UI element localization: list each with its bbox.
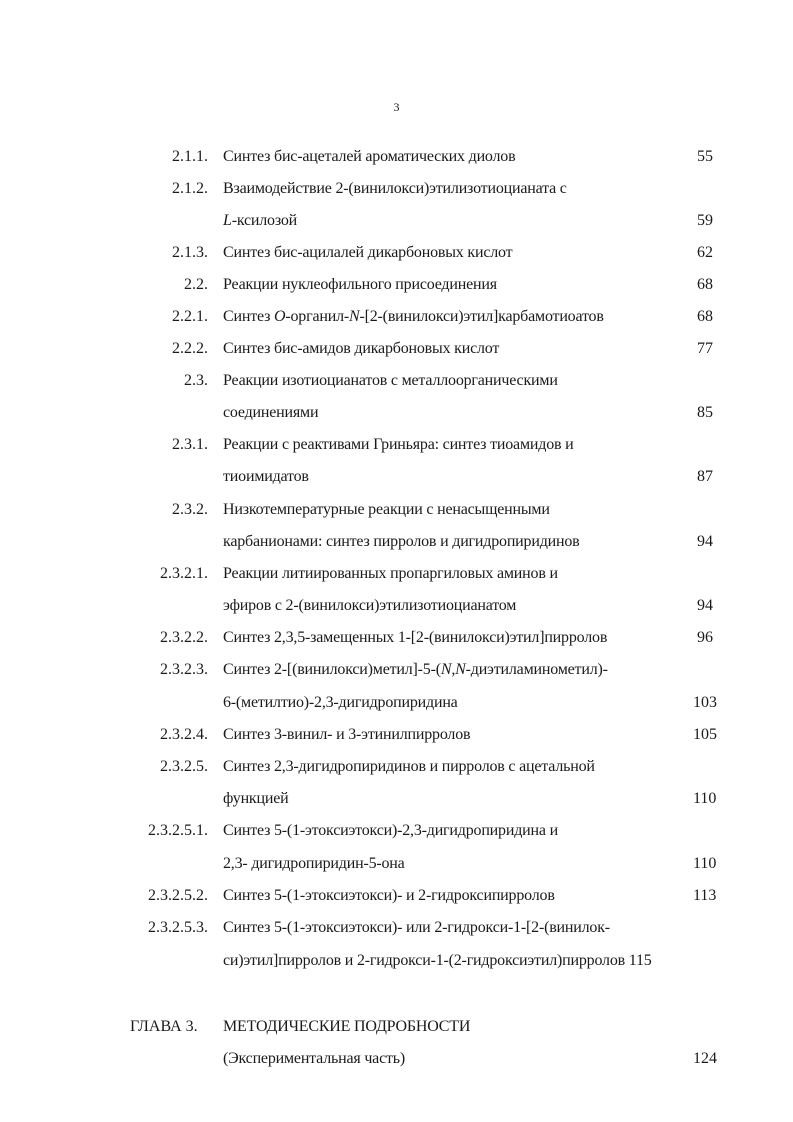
italic-symbol: L <box>223 212 232 229</box>
section-number: 2.3.2.4. <box>160 726 208 743</box>
title-text: Синтез бис-ацеталей ароматических диолов <box>223 148 516 165</box>
title-text: Синтез 5-(1-этоксиэтокси)- или 2-гидрокси-1-[2-(винилок- <box>223 919 610 936</box>
title-text: Синтез 2-[(винилокси)метил]-5-( <box>223 661 441 678</box>
section-title <box>223 756 595 778</box>
section-title <box>223 788 289 810</box>
title-text: Реакции изотиоцианатов с металлоорганическими <box>223 372 558 389</box>
section-number: 2.1.2. <box>172 180 208 197</box>
section-title <box>223 434 574 456</box>
toc-entry <box>0 627 793 649</box>
page-ref: 59 <box>697 212 713 229</box>
section-number: 2.1.1. <box>172 148 208 165</box>
section-title <box>223 178 567 200</box>
title-text: -[2-(винилокси)этил]карбамотиоатов <box>359 308 604 325</box>
section-title <box>223 917 610 939</box>
toc-entry <box>0 434 793 456</box>
title-text: Синтез 2,3-дигидропиридинов и пирролов с ацетальной <box>223 758 595 775</box>
page-ref: 124 <box>693 1050 717 1067</box>
toc-entry <box>0 338 793 360</box>
title-text: (Экспериментальная часть) <box>223 1050 405 1067</box>
title-text: Синтез 5-(1-этоксиэтокси)- и 2-гидроксипирролов <box>223 887 555 904</box>
section-number: 2.2.2. <box>172 340 208 357</box>
page-ref: 77 <box>697 340 713 357</box>
title-text: -органил- <box>285 308 350 325</box>
page-ref: 110 <box>693 790 717 807</box>
page-ref: 94 <box>697 533 713 550</box>
section-title <box>223 274 497 296</box>
toc-entry <box>0 274 793 296</box>
title-text: карбанионами: синтез пирролов и дигидропиридинов <box>223 533 580 550</box>
toc-entry <box>0 950 793 972</box>
page-ref: 94 <box>697 597 713 614</box>
toc-entry <box>0 146 793 168</box>
page-ref: 110 <box>693 855 717 872</box>
page-ref: 87 <box>697 468 713 485</box>
section-title <box>223 306 604 328</box>
section-number: 2.3.2.5.1. <box>148 822 208 839</box>
section-title <box>223 210 297 232</box>
section-title <box>223 627 607 649</box>
toc-entry <box>0 306 793 328</box>
toc-entry <box>0 885 793 907</box>
toc-entry <box>0 402 793 424</box>
section-number: 2.3.2.1. <box>160 565 208 582</box>
page-ref: 96 <box>697 629 713 646</box>
title-text: си)этил]пирролов и 2-гидрокси-1-(2-гидроксиэтил)пирролов 115 <box>223 952 652 969</box>
italic-symbol: N,N <box>440 661 466 678</box>
section-number: 2.3. <box>184 372 208 389</box>
section-title <box>223 950 652 972</box>
title-text: Синтез бис-ацилалей дикарбоновых кислот <box>223 244 513 261</box>
section-title <box>223 402 318 424</box>
title-text: Синтез 3-винил- и 3-этинилпирролов <box>223 726 471 743</box>
page-ref: 105 <box>693 726 717 743</box>
section-number: 2.3.2.5.3. <box>148 919 208 936</box>
section-title <box>223 595 516 617</box>
title-text: функцией <box>223 790 289 807</box>
title-text: Реакции нуклеофильного присоединения <box>223 276 497 293</box>
page-ref: 85 <box>697 404 713 421</box>
page-ref: 103 <box>693 694 717 711</box>
section-title <box>223 724 470 746</box>
section-title <box>223 563 558 585</box>
section-title <box>223 1048 405 1070</box>
section-title <box>223 885 555 907</box>
section-title <box>223 466 309 488</box>
toc-entry <box>0 499 793 521</box>
section-title <box>223 820 558 842</box>
title-text: 6-(метилтио)-2,3-дигидропиридина <box>223 694 458 711</box>
toc-entry <box>0 1048 793 1070</box>
title-text: Взаимодействие 2-(винилокси)этилизотиоцианата с <box>223 180 567 197</box>
title-text: Синтез бис-амидов дикарбоновых кислот <box>223 340 500 357</box>
title-text: Синтез 5-(1-этоксиэтокси)-2,3-дигидропиридина и <box>223 822 558 839</box>
title-text: Синтез 2,3,5-замещенных 1-[2-(винилокси)этил]пирролов <box>223 629 608 646</box>
title-text: Низкотемпературные реакции с ненасыщенными <box>223 501 550 518</box>
title-text: Реакции с реактивами Гриньяра: синтез тиоамидов и <box>223 436 574 453</box>
section-number: 2.3.1. <box>172 436 208 453</box>
title-text: 2,3- дигидропиридин-5-она <box>223 855 405 872</box>
page-ref: 55 <box>697 148 713 165</box>
section-title <box>223 499 550 521</box>
section-number: 2.3.2.5.2. <box>148 887 208 904</box>
section-number: 2.3.2.3. <box>160 661 208 678</box>
toc-entry <box>0 820 793 842</box>
section-number: 2.3.2.2. <box>160 629 208 646</box>
toc-entry <box>0 595 793 617</box>
title-text: Синтез <box>223 308 275 325</box>
italic-symbol: O <box>274 308 286 325</box>
page-ref: 62 <box>697 244 713 261</box>
title-text: Реакции литиированных пропаргиловых аминов и <box>223 565 558 582</box>
page-ref: 68 <box>697 308 713 325</box>
title-text: эфиров с 2-(винилокси)этилизотиоцианатом <box>223 597 517 614</box>
toc-entry <box>0 692 793 714</box>
title-text: -ксилозой <box>231 212 298 229</box>
section-title <box>223 1016 470 1038</box>
toc-entry <box>0 242 793 264</box>
section-number: 2.2.1. <box>172 308 208 325</box>
section-title <box>223 338 499 360</box>
toc-entry <box>0 370 793 392</box>
toc-entry <box>0 563 793 585</box>
toc-entry <box>0 531 793 553</box>
section-number: 2.3.2. <box>172 501 208 518</box>
toc-entry <box>0 659 793 681</box>
section-title <box>223 370 558 392</box>
page-ref: 68 <box>697 276 713 293</box>
page-number: 3 <box>393 100 400 114</box>
title-text: -диэтиламинометил)- <box>465 661 608 678</box>
section-title <box>223 853 405 875</box>
section-number: 2.2. <box>184 276 208 293</box>
section-number: 2.1.3. <box>172 244 208 261</box>
toc-entry <box>0 756 793 778</box>
title-text: МЕТОДИЧЕСКИЕ ПОДРОБНОСТИ <box>223 1018 471 1035</box>
toc-entry <box>0 917 793 939</box>
section-title <box>223 659 608 681</box>
toc-entry <box>0 178 793 200</box>
section-number: 2.3.2.5. <box>160 758 208 775</box>
title-text: тиоимидатов <box>223 468 309 485</box>
toc-entry <box>0 853 793 875</box>
toc-entry <box>0 788 793 810</box>
toc-entry <box>0 466 793 488</box>
toc-entry <box>0 724 793 746</box>
italic-symbol: N <box>349 308 360 325</box>
section-title <box>223 692 458 714</box>
section-number: ГЛАВА 3. <box>130 1018 198 1035</box>
toc-entry <box>0 210 793 232</box>
section-title <box>223 242 512 264</box>
section-title <box>223 146 515 168</box>
page-ref: 113 <box>693 887 717 904</box>
toc-entry <box>0 1016 793 1038</box>
section-title <box>223 531 580 553</box>
title-text: соединениями <box>223 404 319 421</box>
